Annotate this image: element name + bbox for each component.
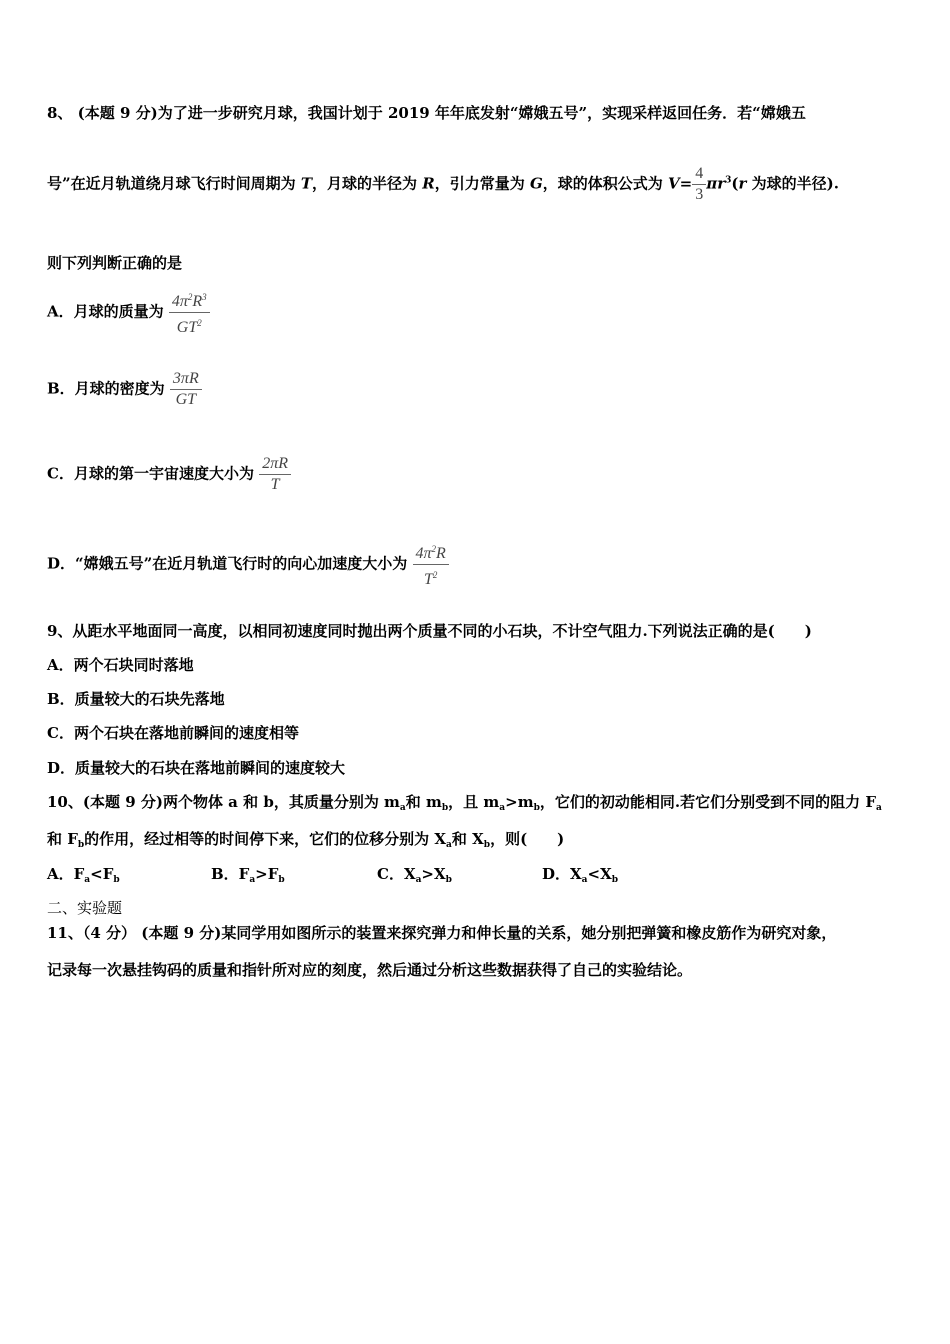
q8-option-c: C．月球的第一宇宙速度大小为 $\frac{2\pi R}{T}$ — [47, 454, 291, 495]
q8-line1: 8、 (本题 9 分)为了进一步研究月球，我国计划于 2019 年年底发射“嫦娥五号”，实现采样返回任务．若“嫦娥五 — [47, 104, 806, 122]
q9-stem: 9、从距水平地面同一高度，以相同初速度同时抛出两个质量不同的小石块，不计空气阻力.下列说法正确的是( ) — [47, 622, 812, 640]
q10-line1: 10、(本题 9 分)两个物体 a 和 b，其质量分别为 $m_a$和 $m_b$，且 $m_a>m_b$，它们的初动能相同.若它们分别受到不同的阻力 $F_a$ — [47, 793, 882, 813]
q9-option-c: C．两个石块在落地前瞬间的速度相等 — [47, 724, 299, 742]
q8-option-d: D．“嫦娥五号”在近月轨道飞行时的向心加速度大小为 $\frac{4\pi^2R}{T^2}$ — [47, 539, 449, 590]
velocity-fraction: $\frac{2\pi R}{T}$ — [259, 454, 291, 495]
section-heading-experiment: 二、实验题 — [47, 899, 123, 917]
q8-option-a: A．月球的质量为 $\frac{4\pi^2R^3}{GT^2}$ — [47, 287, 210, 338]
acceleration-fraction: $\frac{4\pi^2R}{T^2}$ — [413, 539, 449, 590]
q10-option-d: D．$X_a<X_b$ — [542, 865, 619, 885]
q10-option-b: B．$F_a>F_b$ — [211, 865, 285, 885]
mass-fraction: $\frac{4\pi^2R^3}{GT^2}$ — [169, 287, 210, 338]
q9-option-b: B．质量较大的石块先落地 — [47, 690, 225, 708]
volume-fraction: $\frac{4}{3}$ — [692, 164, 706, 205]
q10-option-a: A．$F_a<F_b$ — [47, 865, 120, 885]
density-fraction: $\frac{3\pi R}{GT}$ — [170, 369, 202, 410]
q10-option-c: C．$X_a>X_b$ — [377, 865, 452, 885]
volume-formula: V= — [668, 174, 693, 193]
q11-line1: 11、（4 分） (本题 9 分)某同学用如图所示的装置来探究弹力和伸长量的关系，她分别把弹簧和橡皮筋作为研究对象， — [47, 924, 837, 942]
q11-line2: 记录每一次悬挂钩码的质量和指针所对应的刻度，然后通过分析这些数据获得了自己的实验结论。 — [47, 961, 693, 979]
q8-line3: 则下列判断正确的是 — [47, 254, 183, 272]
q8-option-b: B．月球的密度为 $\frac{3\pi R}{GT}$ — [47, 369, 202, 410]
q10-line2: 和 $F_b$的作用，经过相等的时间停下来，它们的位移分别为 $X_a$和 $X_b$，则( ) — [47, 830, 565, 850]
q8-line2: 号”在近月轨道绕月球飞行时间周期为 T，月球的半径为 R，引力常量为 G，球的体积公式为 V= $\frac{4}{3}$ $\pi r^3(r$ 为球的半径). — [47, 165, 839, 203]
q9-option-a: A．两个石块同时落地 — [47, 656, 194, 674]
q9-option-d: D．质量较大的石块在落地前瞬间的速度较大 — [47, 759, 346, 777]
